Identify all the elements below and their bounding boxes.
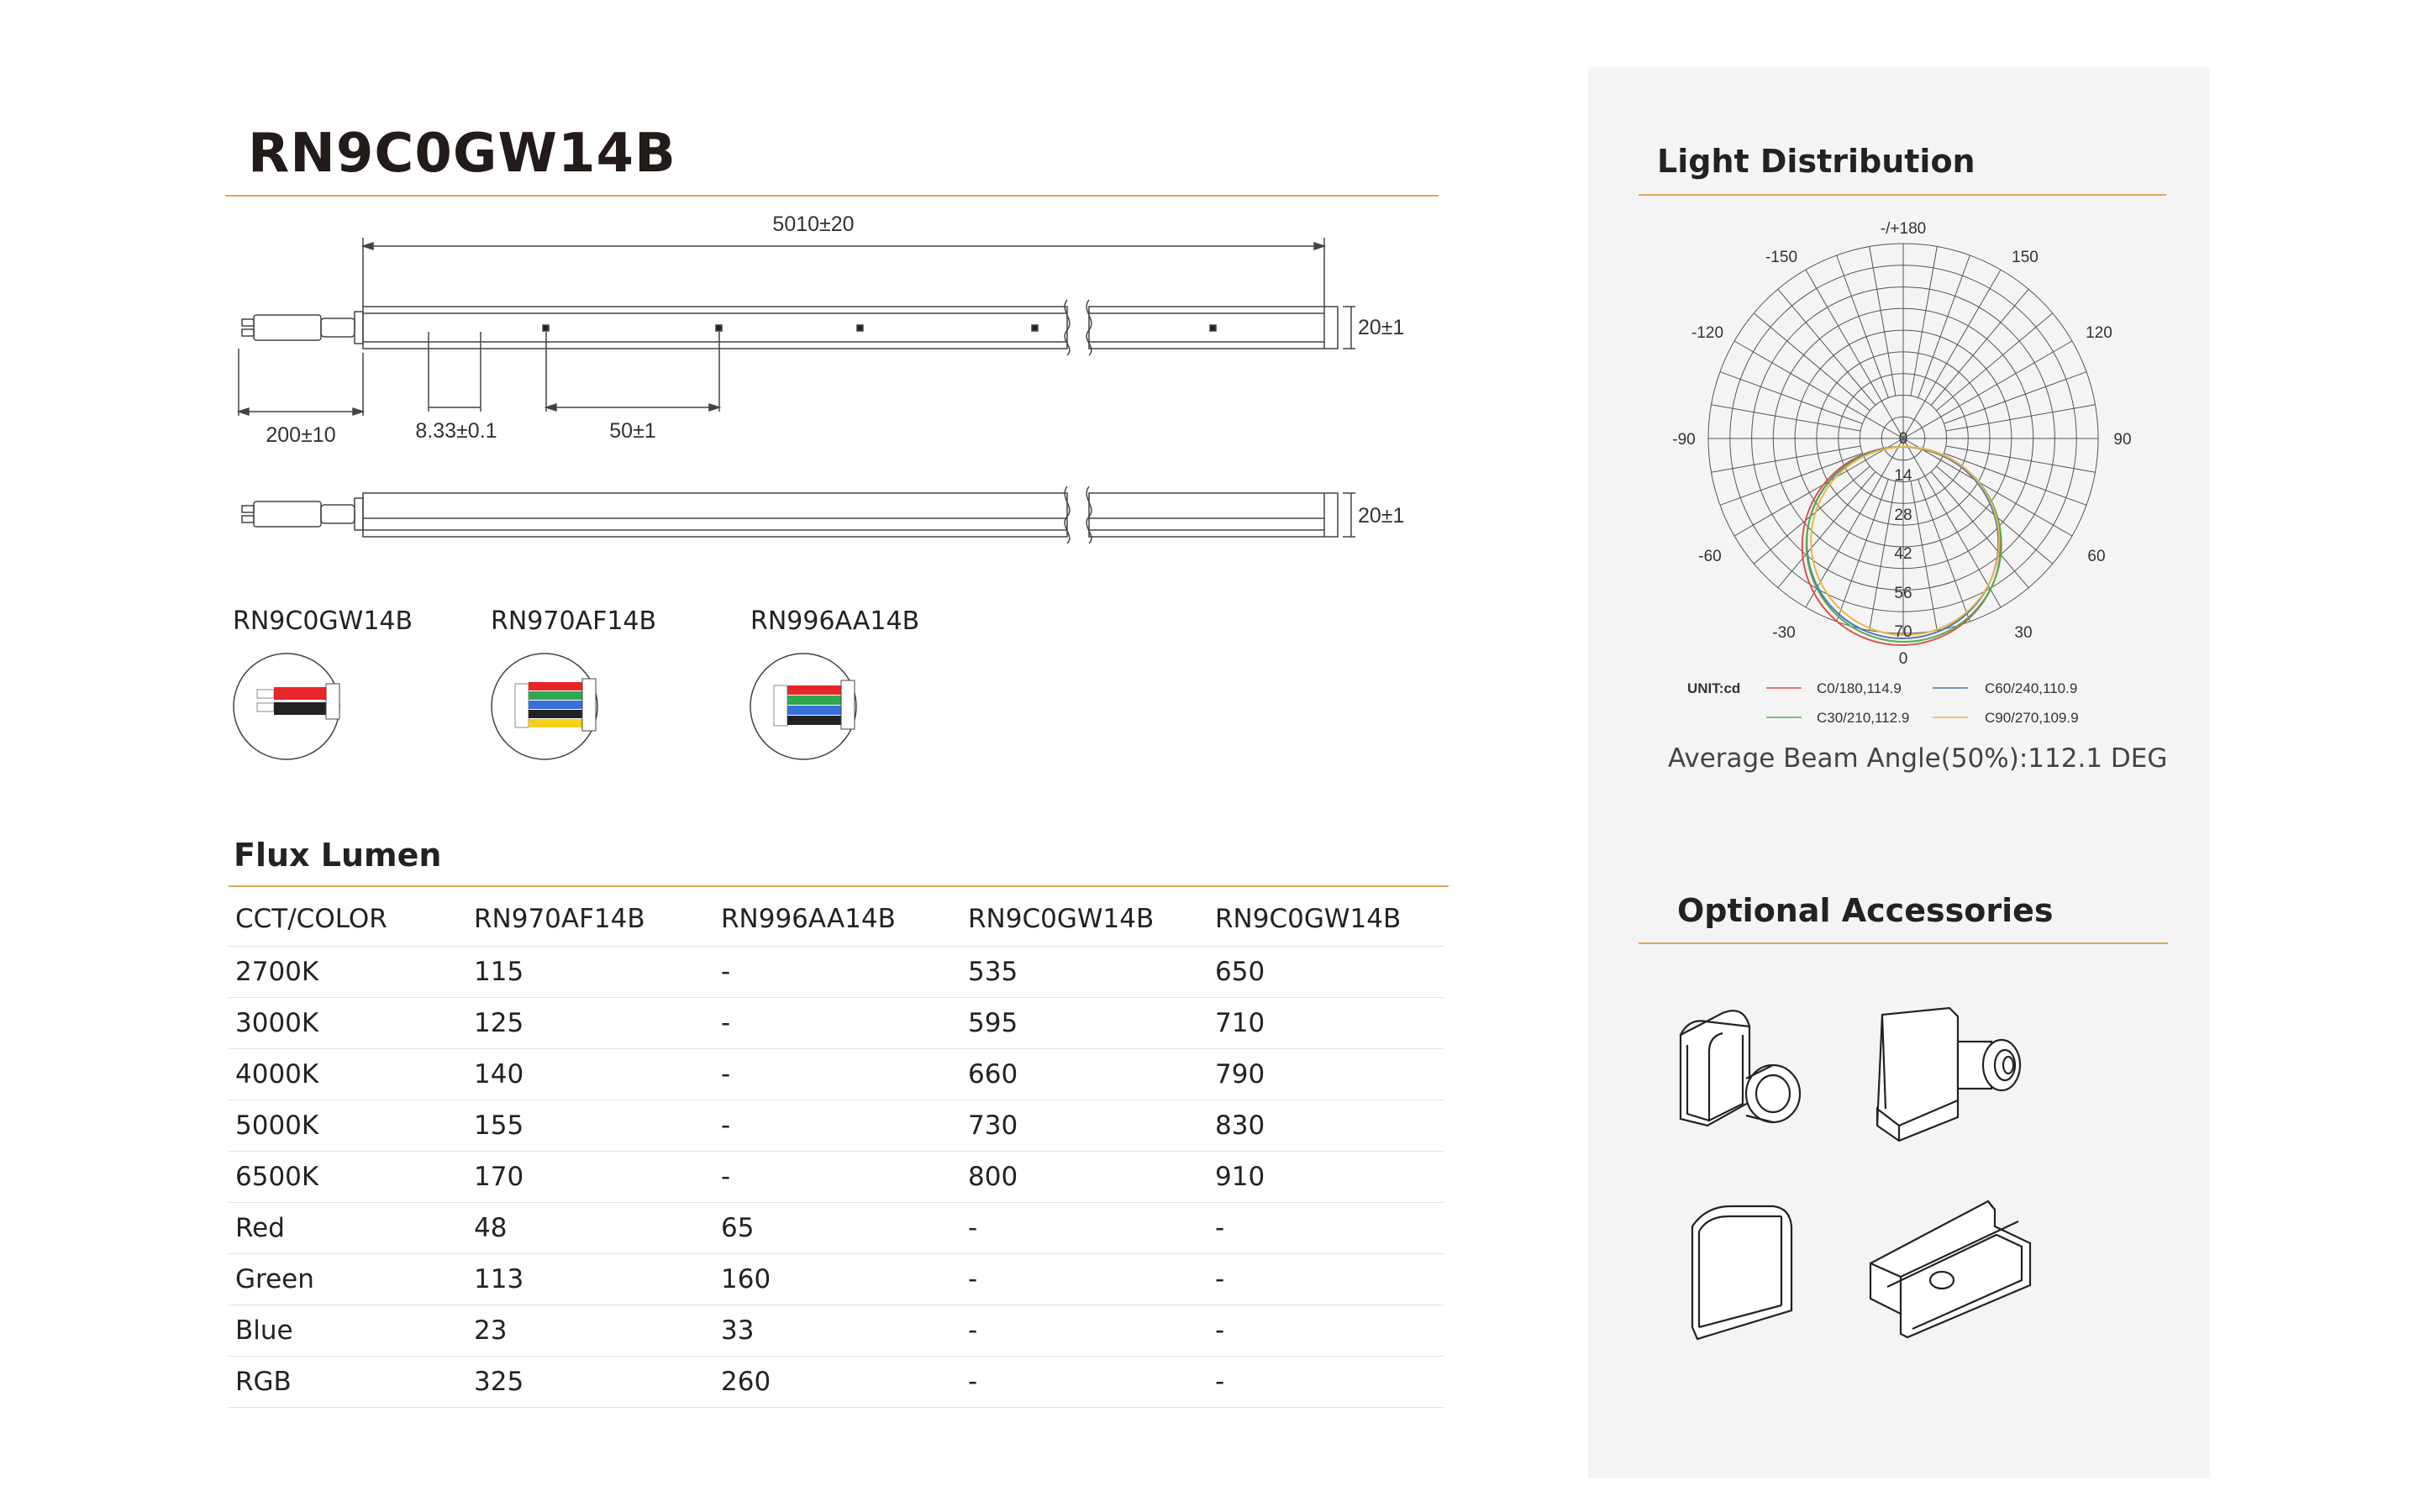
table-cell: 710 bbox=[1208, 998, 1444, 1049]
table-cell: 3000K bbox=[229, 998, 467, 1049]
angle-label-ul: -120 bbox=[1691, 324, 1724, 342]
table-cell: 23 bbox=[467, 1305, 714, 1357]
table-cell: 155 bbox=[467, 1100, 714, 1152]
table-cell: 170 bbox=[467, 1152, 714, 1203]
end-cap-block-icon bbox=[1865, 1000, 2033, 1151]
dimension-drawing bbox=[225, 206, 1435, 559]
light-distribution-heading: Light Distribution bbox=[1657, 143, 1975, 180]
column-header: RN9C0GW14B bbox=[1208, 892, 1444, 947]
polar-grid-spoke bbox=[1712, 405, 1861, 431]
legend-label: C0/180,114.9 bbox=[1817, 680, 1902, 696]
table-row bbox=[229, 1357, 1444, 1408]
variant-label-1: RN9C0GW14B bbox=[233, 606, 413, 636]
radial-label: 42 bbox=[1894, 545, 1912, 563]
title-divider bbox=[225, 195, 1439, 197]
polar-light-distribution-chart bbox=[1647, 210, 2168, 739]
table-cell: 260 bbox=[714, 1357, 961, 1408]
table-cell: 830 bbox=[1208, 1100, 1444, 1152]
table-cell: 595 bbox=[961, 998, 1208, 1049]
flux-table bbox=[229, 892, 1444, 1408]
table-cell: 5000K bbox=[229, 1100, 467, 1152]
column-header: CCT/COLOR bbox=[229, 892, 467, 947]
table-cell: - bbox=[961, 1305, 1208, 1357]
radial-label: 14 bbox=[1894, 467, 1912, 485]
table-cell: - bbox=[961, 1357, 1208, 1408]
angle-label-tl: -150 bbox=[1765, 249, 1798, 266]
table-cell: - bbox=[1208, 1203, 1444, 1254]
table-cell: 535 bbox=[961, 947, 1208, 998]
mounting-clip-icon bbox=[1862, 1193, 2039, 1344]
light-distribution-divider bbox=[1639, 194, 2166, 196]
table-cell: 160 bbox=[714, 1254, 961, 1305]
table-cell: 325 bbox=[467, 1357, 714, 1408]
angle-label-l: -90 bbox=[1672, 431, 1696, 449]
beam-angle-text: Average Beam Angle(50%):112.1 DEG bbox=[1668, 743, 2168, 774]
variant-label-2: RN970AF14B bbox=[491, 606, 657, 636]
angle-label-bottom: 0 bbox=[1898, 650, 1908, 668]
polar-grid-spoke bbox=[1946, 446, 2096, 472]
polar-grid-spoke bbox=[1946, 405, 2096, 431]
table-cell: - bbox=[1208, 1254, 1444, 1305]
table-cell: 125 bbox=[467, 998, 714, 1049]
table-cell: - bbox=[714, 1049, 961, 1100]
polar-grid-spoke bbox=[1870, 247, 1896, 396]
variant-label-3: RN996AA14B bbox=[750, 606, 920, 636]
table-cell: Blue bbox=[229, 1305, 467, 1357]
strip-side-view bbox=[239, 238, 1355, 416]
table-cell: RGB bbox=[229, 1357, 467, 1408]
angle-label-tr: 150 bbox=[2012, 249, 2039, 266]
table-cell: - bbox=[961, 1254, 1208, 1305]
polar-grid-spoke bbox=[1911, 247, 1937, 396]
table-cell: 660 bbox=[961, 1049, 1208, 1100]
wire-diagram-5-wire bbox=[490, 652, 599, 761]
accessories-heading: Optional Accessories bbox=[1677, 892, 2054, 929]
column-header: RN970AF14B bbox=[467, 892, 714, 947]
table-cell: 6500K bbox=[229, 1152, 467, 1203]
angle-label-ll: -60 bbox=[1698, 548, 1722, 565]
length-dim-label: 5010±20 bbox=[772, 213, 855, 236]
table-cell: 140 bbox=[467, 1049, 714, 1100]
segment-dim-label: 8.33±0.1 bbox=[415, 419, 497, 443]
flux-heading: Flux Lumen bbox=[234, 837, 442, 874]
polar-grid-spoke bbox=[1918, 479, 1970, 622]
table-header-row bbox=[229, 892, 1444, 947]
flux-divider bbox=[229, 885, 1449, 887]
table-cell: 113 bbox=[467, 1254, 714, 1305]
product-title: RN9C0GW14B bbox=[248, 123, 676, 185]
table-cell: - bbox=[714, 1152, 961, 1203]
table-cell: - bbox=[961, 1203, 1208, 1254]
polar-grid-spoke bbox=[1918, 255, 1970, 398]
strip-front-view bbox=[242, 486, 1355, 543]
column-header: RN996AA14B bbox=[714, 892, 961, 947]
table-row bbox=[229, 947, 1444, 998]
legend-label: C30/210,112.9 bbox=[1817, 710, 1910, 726]
polar-grid-spoke bbox=[1944, 372, 2086, 424]
angle-label-br: 30 bbox=[2014, 624, 2033, 642]
polar-grid-spoke bbox=[1720, 372, 1863, 424]
table-row bbox=[229, 998, 1444, 1049]
table-row bbox=[229, 1305, 1444, 1357]
table-row bbox=[229, 1152, 1444, 1203]
table-row bbox=[229, 1049, 1444, 1100]
polar-grid-spoke bbox=[1712, 446, 1861, 472]
table-cell: - bbox=[714, 947, 961, 998]
end-cap-icon bbox=[1681, 1201, 1807, 1352]
table-row bbox=[229, 1254, 1444, 1305]
end-cap-with-cable-gland-icon bbox=[1672, 1001, 1815, 1144]
angle-label-top: -/+180 bbox=[1880, 220, 1927, 238]
polar-grid-spoke bbox=[1944, 454, 2086, 506]
table-cell: - bbox=[714, 1100, 961, 1152]
polar-grid-spoke bbox=[1837, 255, 1889, 398]
table-cell: 910 bbox=[1208, 1152, 1444, 1203]
table-cell: 790 bbox=[1208, 1049, 1444, 1100]
table-cell: - bbox=[714, 998, 961, 1049]
angle-label-bl: -30 bbox=[1772, 624, 1796, 642]
table-cell: 2700K bbox=[229, 947, 467, 998]
legend-label: C60/240,110.9 bbox=[1985, 680, 2078, 696]
legend-label: C90/270,109.9 bbox=[1985, 710, 2079, 726]
table-cell: 115 bbox=[467, 947, 714, 998]
wire-diagram-4-wire bbox=[749, 652, 858, 761]
table-cell: 800 bbox=[961, 1152, 1208, 1203]
column-header: RN9C0GW14B bbox=[961, 892, 1208, 947]
height-dim-label-top: 20±1 bbox=[1358, 316, 1405, 339]
table-cell: - bbox=[1208, 1305, 1444, 1357]
table-cell: 48 bbox=[467, 1203, 714, 1254]
table-cell: Green bbox=[229, 1254, 467, 1305]
table-row bbox=[229, 1100, 1444, 1152]
polar-grid-spoke bbox=[1720, 454, 1863, 506]
table-cell: 65 bbox=[714, 1203, 961, 1254]
angle-label-r: 90 bbox=[2113, 431, 2132, 449]
angle-label-ur: 120 bbox=[2086, 324, 2112, 342]
wire-diagram-2-wire bbox=[232, 652, 341, 761]
cable-dim-label: 200±10 bbox=[266, 423, 336, 447]
table-row bbox=[229, 1203, 1444, 1254]
height-dim-label-bottom: 20±1 bbox=[1358, 504, 1405, 528]
polar-grid-spoke bbox=[1870, 481, 1896, 631]
polar-grid-spoke bbox=[1911, 481, 1937, 631]
table-cell: 730 bbox=[961, 1100, 1208, 1152]
radial-label: 56 bbox=[1894, 585, 1912, 602]
table-cell: 4000K bbox=[229, 1049, 467, 1100]
table-cell: Red bbox=[229, 1203, 467, 1254]
cut-dim-label: 50±1 bbox=[609, 419, 656, 443]
table-cell: - bbox=[1208, 1357, 1444, 1408]
radial-label: 70 bbox=[1894, 623, 1912, 641]
radial-label: 0 bbox=[1898, 430, 1908, 448]
table-cell: 650 bbox=[1208, 947, 1444, 998]
angle-label-lr: 60 bbox=[2087, 548, 2106, 565]
radial-label: 28 bbox=[1894, 507, 1912, 524]
legend-unit: UNIT:cd bbox=[1687, 680, 1741, 696]
table-cell: 33 bbox=[714, 1305, 961, 1357]
polar-grid-spoke bbox=[1837, 479, 1889, 622]
accessories-divider bbox=[1639, 942, 2168, 944]
